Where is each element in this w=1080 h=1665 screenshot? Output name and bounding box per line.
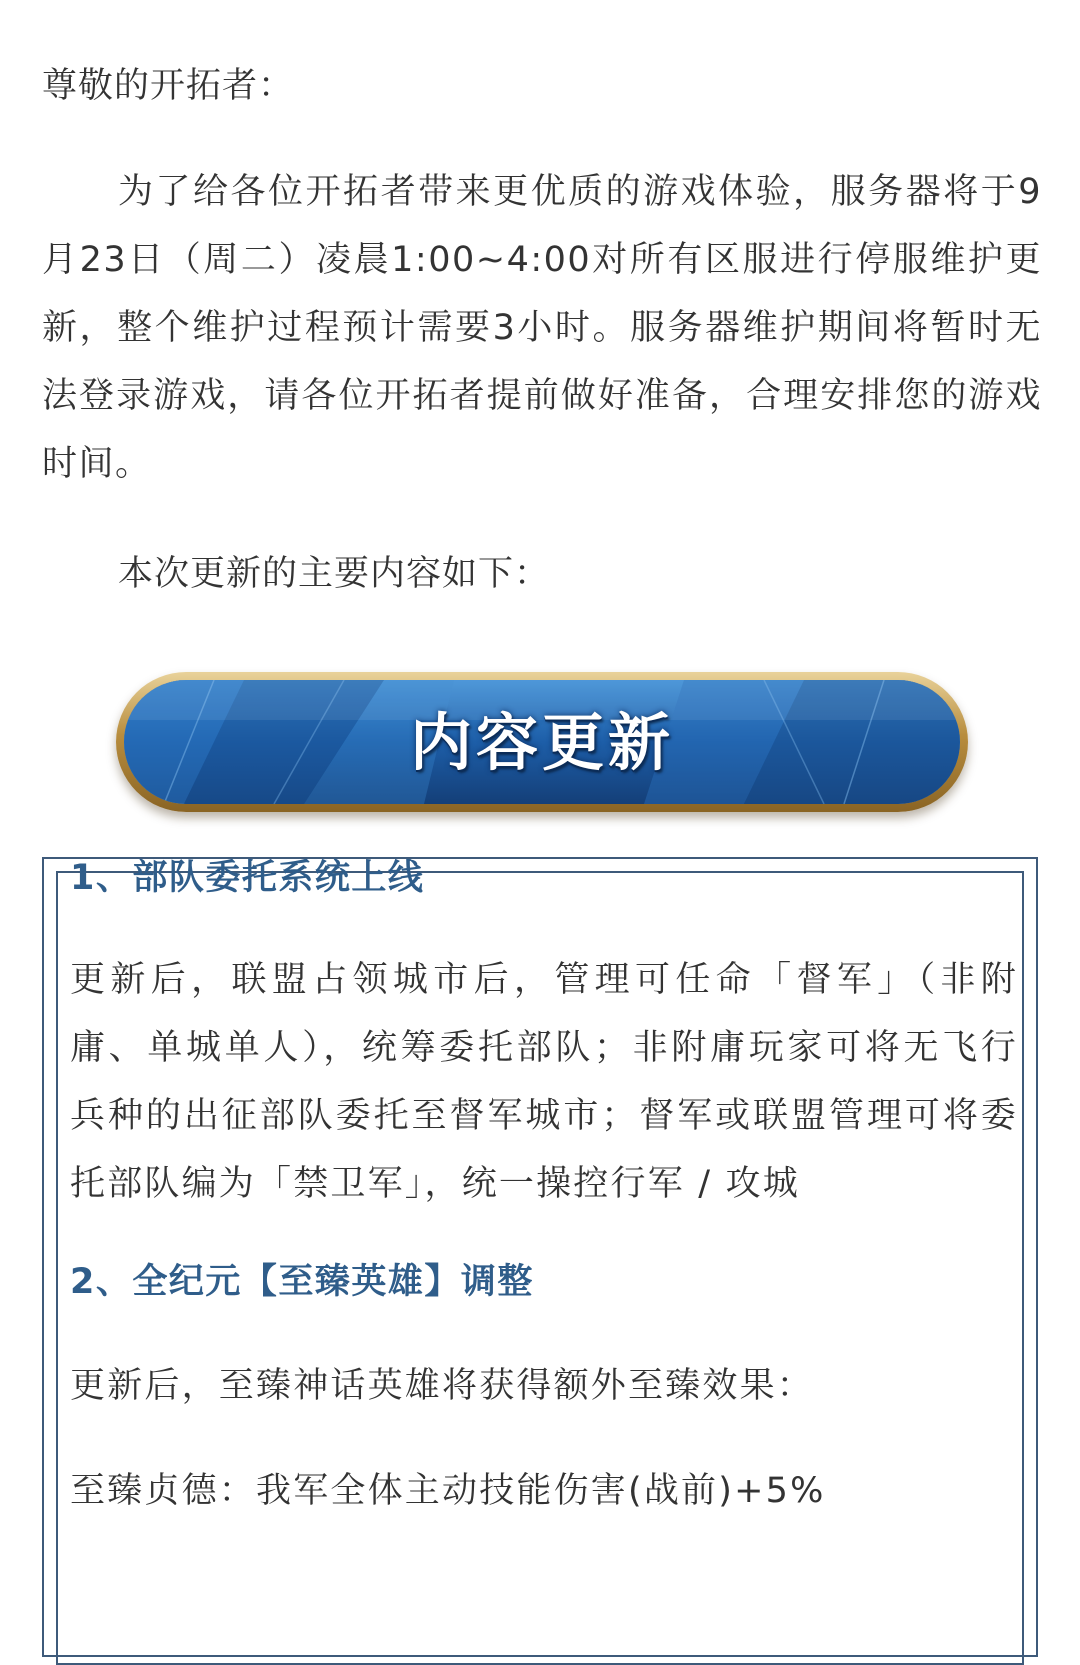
- section-1-body: 更新后，联盟占领城市后，管理可任命「督军」（非附庸、单城单人），统筹委托部队；非附庸玩家可将无飞行兵种的出征部队委托至督军城市；督军或联盟管理可将委托部队编为「禁卫军」，统一操控行军 / 攻城: [70, 960, 1018, 1204]
- content-update-banner: [116, 672, 968, 812]
- section-2-heading: 2、全纪元【至臻英雄】调整: [70, 1262, 534, 1302]
- update-lead-text: 本次更新的主要内容如下：: [118, 554, 551, 594]
- intro-paragraph: 为了给各位开拓者带来更优质的游戏体验，服务器将于9月23日（周二）凌晨1:00~4:00对所有区服进行停服维护更新，整个维护过程预计需要3小时。服务器维护期间将暂时无法登录游戏，请各位开拓者提前做好准备，合理安排您的游戏时间。: [42, 172, 1042, 484]
- banner-title: 内容更新: [409, 706, 674, 779]
- banner-face: [124, 680, 960, 804]
- section-2-effect: 至臻贞德：我军全体主动技能伤害(战前)+5%: [70, 1471, 826, 1511]
- greeting-text: 尊敬的开拓者：: [42, 66, 295, 106]
- section-1-heading: 1、部队委托系统上线: [70, 858, 425, 898]
- section-2-body: 更新后，至臻神话英雄将获得额外至臻效果：: [70, 1366, 815, 1406]
